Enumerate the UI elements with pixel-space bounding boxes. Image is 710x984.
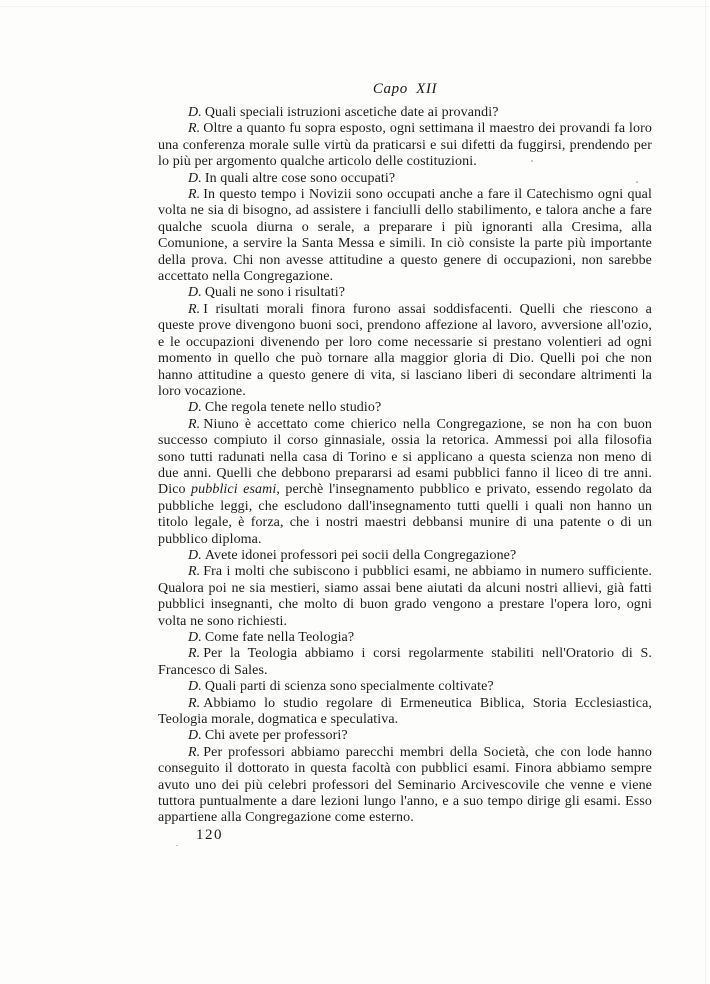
paragraph-text: Abbiamo lo studio regolare di Ermeneutica Biblica, Storia Ecclesiastica, Teologia morale, dogmatica e speculativa. xyxy=(158,695,652,728)
speaker-label: D. xyxy=(188,400,202,416)
speaker-label: D. xyxy=(188,105,202,120)
qa-paragraph xyxy=(158,564,652,630)
running-head: Capo XII xyxy=(372,81,438,97)
paragraph-text: Che regola tenete nello studio? xyxy=(204,400,382,416)
speaker-label: R. xyxy=(188,301,201,317)
qa-paragraph xyxy=(158,171,652,187)
qa-paragraph xyxy=(158,745,652,827)
qa-paragraph xyxy=(158,400,652,416)
paragraph-text: Per professori abbiamo parecchi membri della Società, che con lode hanno conseguito il dottorato in questa facoltà con pubblici esami. Finora abbiamo sempre avuto uno dei più celebri professori del Seminario Arcivescovile che venne e viene tuttora puntualmente a dare lezioni lungo l'anno, e a suo tempo dirige gli esami. Esso appartiene alla Congregazione come esterno. xyxy=(158,744,652,826)
speaker-label: R. xyxy=(188,416,201,432)
speaker-label: R. xyxy=(188,744,201,760)
paragraph-text: , perchè l'insegnamento pubblico e privato, essendo regolato da pubbliche leggi, che escludono dall'insegnamento tutti quelli i quali non hanno un titolo legale, è forza, che i nostri maestri debbansi munire di una patente o di un pubblico diploma. xyxy=(158,482,652,547)
paragraph-text: Oltre a quanto fu sopra esposto, ogni settimana il maestro dei provandi fa loro una conferenza morale sulle virtù da praticarsi e sui difetti da fuggirsi, prendendo per lo più per argomento qualche articolo delle costituzioni. xyxy=(158,121,652,170)
page-number: 120 xyxy=(196,827,223,843)
scan-speck xyxy=(176,845,178,846)
paragraph-text: Avete idonei professori pei socii della Congregazione? xyxy=(204,547,517,563)
speaker-label: R. xyxy=(188,646,201,662)
speaker-label: D. xyxy=(188,728,202,744)
paragraph-text: In questo tempo i Novizii sono occupati anche a fare il Catechismo ogni qual volta ne sia di bisogno, ad assistere i fanciulli dello stabilimento, e talora anche a fare qualche scuola diurna o serale, a preparare i più ignoranti alla Cresima, alla Comunione, a servire la Santa Messa e simili. In ciò consiste la parte più importante della prova. Chi non avesse attitudine a questo genere di occupazioni, non sarebbe accettato nella Congregazione. xyxy=(158,187,652,285)
paragraph-text: Quali speciali istruzioni ascetiche date ai provandi? xyxy=(204,105,499,120)
paragraph-text: Come fate nella Teologia? xyxy=(204,630,355,645)
paragraph-text: Per la Teologia abbiamo i corsi regolarmente stabiliti nell'Oratorio di S. Francesco di Sales. xyxy=(158,646,652,678)
speaker-label: D. xyxy=(188,547,202,563)
scan-speck xyxy=(531,160,533,162)
paragraph-text: I risultati morali finora furono assai soddisfacenti. Quelli che riescono a queste prove divengono buoni soci, prendono affezione al lavoro, avversione all'ozio, e le occupazioni divenendo per loro come necessarie si prestano volentieri ad ogni momento in quello che può tornare alla maggior gloria di Dio. Quelli poi che non hanno attitudine a questo genere di vita, si lasciano liberi di secondare altrimenti la loro vocazione. xyxy=(158,301,652,399)
qa-paragraph xyxy=(158,548,652,564)
speaker-label: D. xyxy=(188,630,202,645)
paragraph-text: Fra i molti che subiscono i pubblici esami, ne abbiamo in numero sufficiente. Qualora poi ne sia mestieri, siamo assai bene aiutati da alcuni nostri allievi, già fatti pubblici insegnanti, che molto di buon grado vengono a prestare l'opera loro, ogni volta ne sono richiesti. xyxy=(158,564,652,629)
emphasis-text: pubblici esami xyxy=(191,482,277,498)
qa-paragraph xyxy=(158,187,652,285)
speaker-label: R. xyxy=(188,187,201,203)
qa-paragraph xyxy=(158,302,652,400)
speaker-label: R. xyxy=(188,121,201,137)
qa-paragraph xyxy=(158,696,652,729)
qa-paragraph xyxy=(158,121,652,170)
speaker-label: R. xyxy=(188,564,201,580)
paragraph-text: Quali parti di scienza sono specialmente coltivate? xyxy=(204,679,494,695)
qa-paragraph xyxy=(158,646,652,679)
speaker-label: D. xyxy=(188,170,202,186)
speaker-label: R. xyxy=(188,695,201,711)
paragraph-text: Niuno è accettato come chierico nella Congregazione, se non ha con buon successo compiuto il corso ginnasiale, ossia la retorica. Ammessi poi alla filosofia sono tutti radunati nella casa di Torino e si applicano a questa scienza non meno di due anni. Quelli che debbono prepararsi ad esami pubblici fanno il liceo di tre anni. Dico xyxy=(158,416,652,498)
scan-speck xyxy=(636,181,638,183)
qa-paragraph xyxy=(158,679,652,695)
speaker-label: D. xyxy=(188,285,202,301)
paragraph-text: Quali ne sono i risultati? xyxy=(204,285,346,301)
speaker-label: D. xyxy=(188,679,202,695)
paragraph-text: Chi avete per professori? xyxy=(204,728,348,744)
qa-paragraph xyxy=(158,285,652,301)
paragraph-text: In quali altre cose sono occupati? xyxy=(204,170,396,186)
qa-paragraph xyxy=(158,417,652,548)
qa-paragraph xyxy=(158,728,652,744)
page-body xyxy=(158,105,652,827)
qa-paragraph xyxy=(158,630,652,646)
qa-paragraph xyxy=(158,105,652,121)
